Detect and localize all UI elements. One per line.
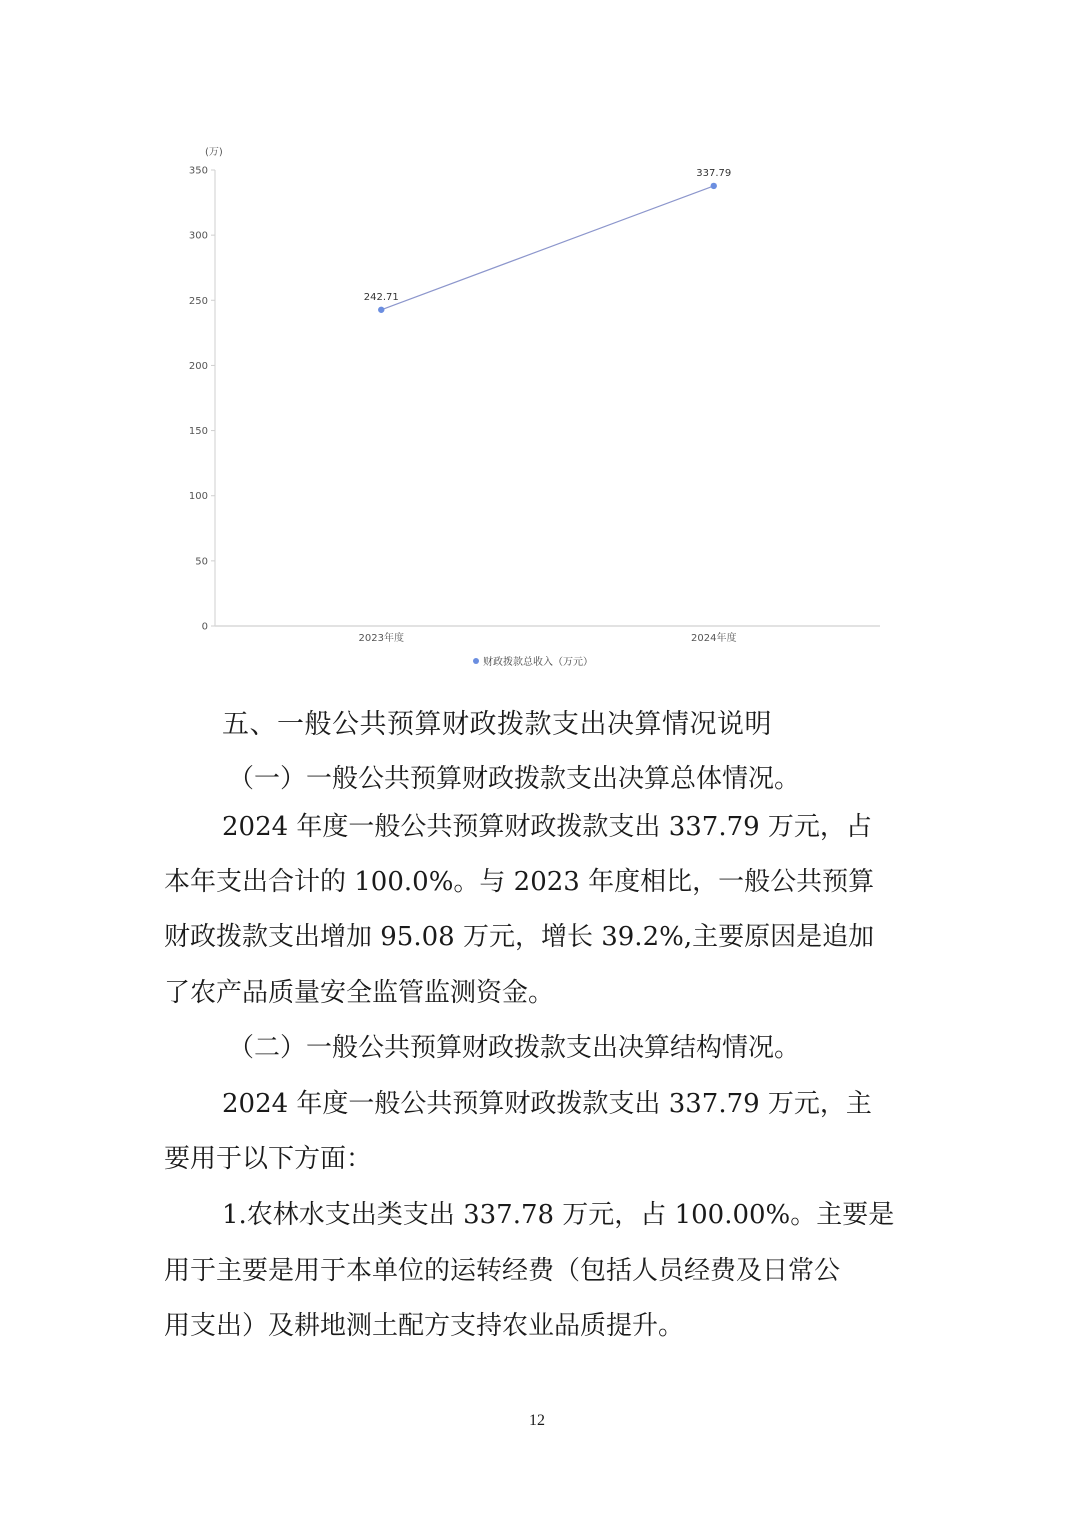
y-tick-label: 50 — [195, 556, 208, 568]
data-label: 242.71 — [363, 291, 399, 303]
subsection-2-title: （二）一般公共预算财政拨款支出决算结构情况。 — [228, 1033, 801, 1063]
series-path — [381, 186, 714, 310]
item1-line-2: 用于主要是用于本单位的运转经费（包括人员经费及日常公 — [164, 1256, 841, 1286]
x-category-label: 2024年度 — [691, 633, 737, 644]
subsection-1-title: （一）一般公共预算财政拨款支出决算总体情况。 — [228, 764, 801, 794]
data-point — [711, 183, 717, 189]
sub2-line-2: 要用于以下方面： — [164, 1144, 373, 1174]
sub1-line-4: 了农产品质量安全监管监测资金。 — [164, 978, 555, 1008]
y-tick-label: 0 — [201, 621, 208, 633]
x-axis-categories — [359, 631, 737, 644]
y-tick-label: 200 — [188, 360, 208, 372]
y-tick-label: 150 — [188, 426, 208, 438]
y-tick-label: 250 — [188, 295, 208, 307]
y-axis-ticks — [189, 166, 215, 633]
data-point — [378, 307, 384, 313]
sub2-line-1: 2024 年度一般公共预算财政拨款支出 337.79 万元，主 — [222, 1089, 872, 1119]
legend — [473, 655, 593, 668]
section-heading: 五、一般公共预算财政拨款支出决算情况说明 — [222, 709, 772, 740]
sub1-line-2: 本年支出合计的 100.0%。与 2023 年度相比，一般公共预算 — [164, 867, 875, 897]
line-chart — [0, 0, 1074, 680]
sub1-line-3: 财政拨款支出增加 95.08 万元，增长 39.2%,主要原因是追加 — [164, 922, 875, 952]
y-tick-label: 350 — [188, 165, 208, 177]
y-tick-label: 100 — [188, 491, 208, 503]
item1-line-1: 1.农林水支出类支出 337.78 万元，占 100.00%。主要是 — [222, 1200, 895, 1230]
item1-line-3: 用支出）及耕地测土配方支持农业品质提升。 — [164, 1311, 685, 1341]
legend-marker — [473, 658, 479, 664]
y-axis-unit-label: (万) — [205, 147, 223, 158]
sub1-line-1: 2024 年度一般公共预算财政拨款支出 337.79 万元，占 — [222, 812, 872, 842]
series-line — [364, 168, 732, 313]
data-label: 337.79 — [696, 167, 732, 179]
page-number: 12 — [529, 1412, 545, 1429]
legend-label: 财政拨款总收入（万元） — [483, 657, 593, 668]
y-tick-label: 300 — [188, 230, 208, 242]
x-category-label: 2023年度 — [358, 633, 404, 644]
